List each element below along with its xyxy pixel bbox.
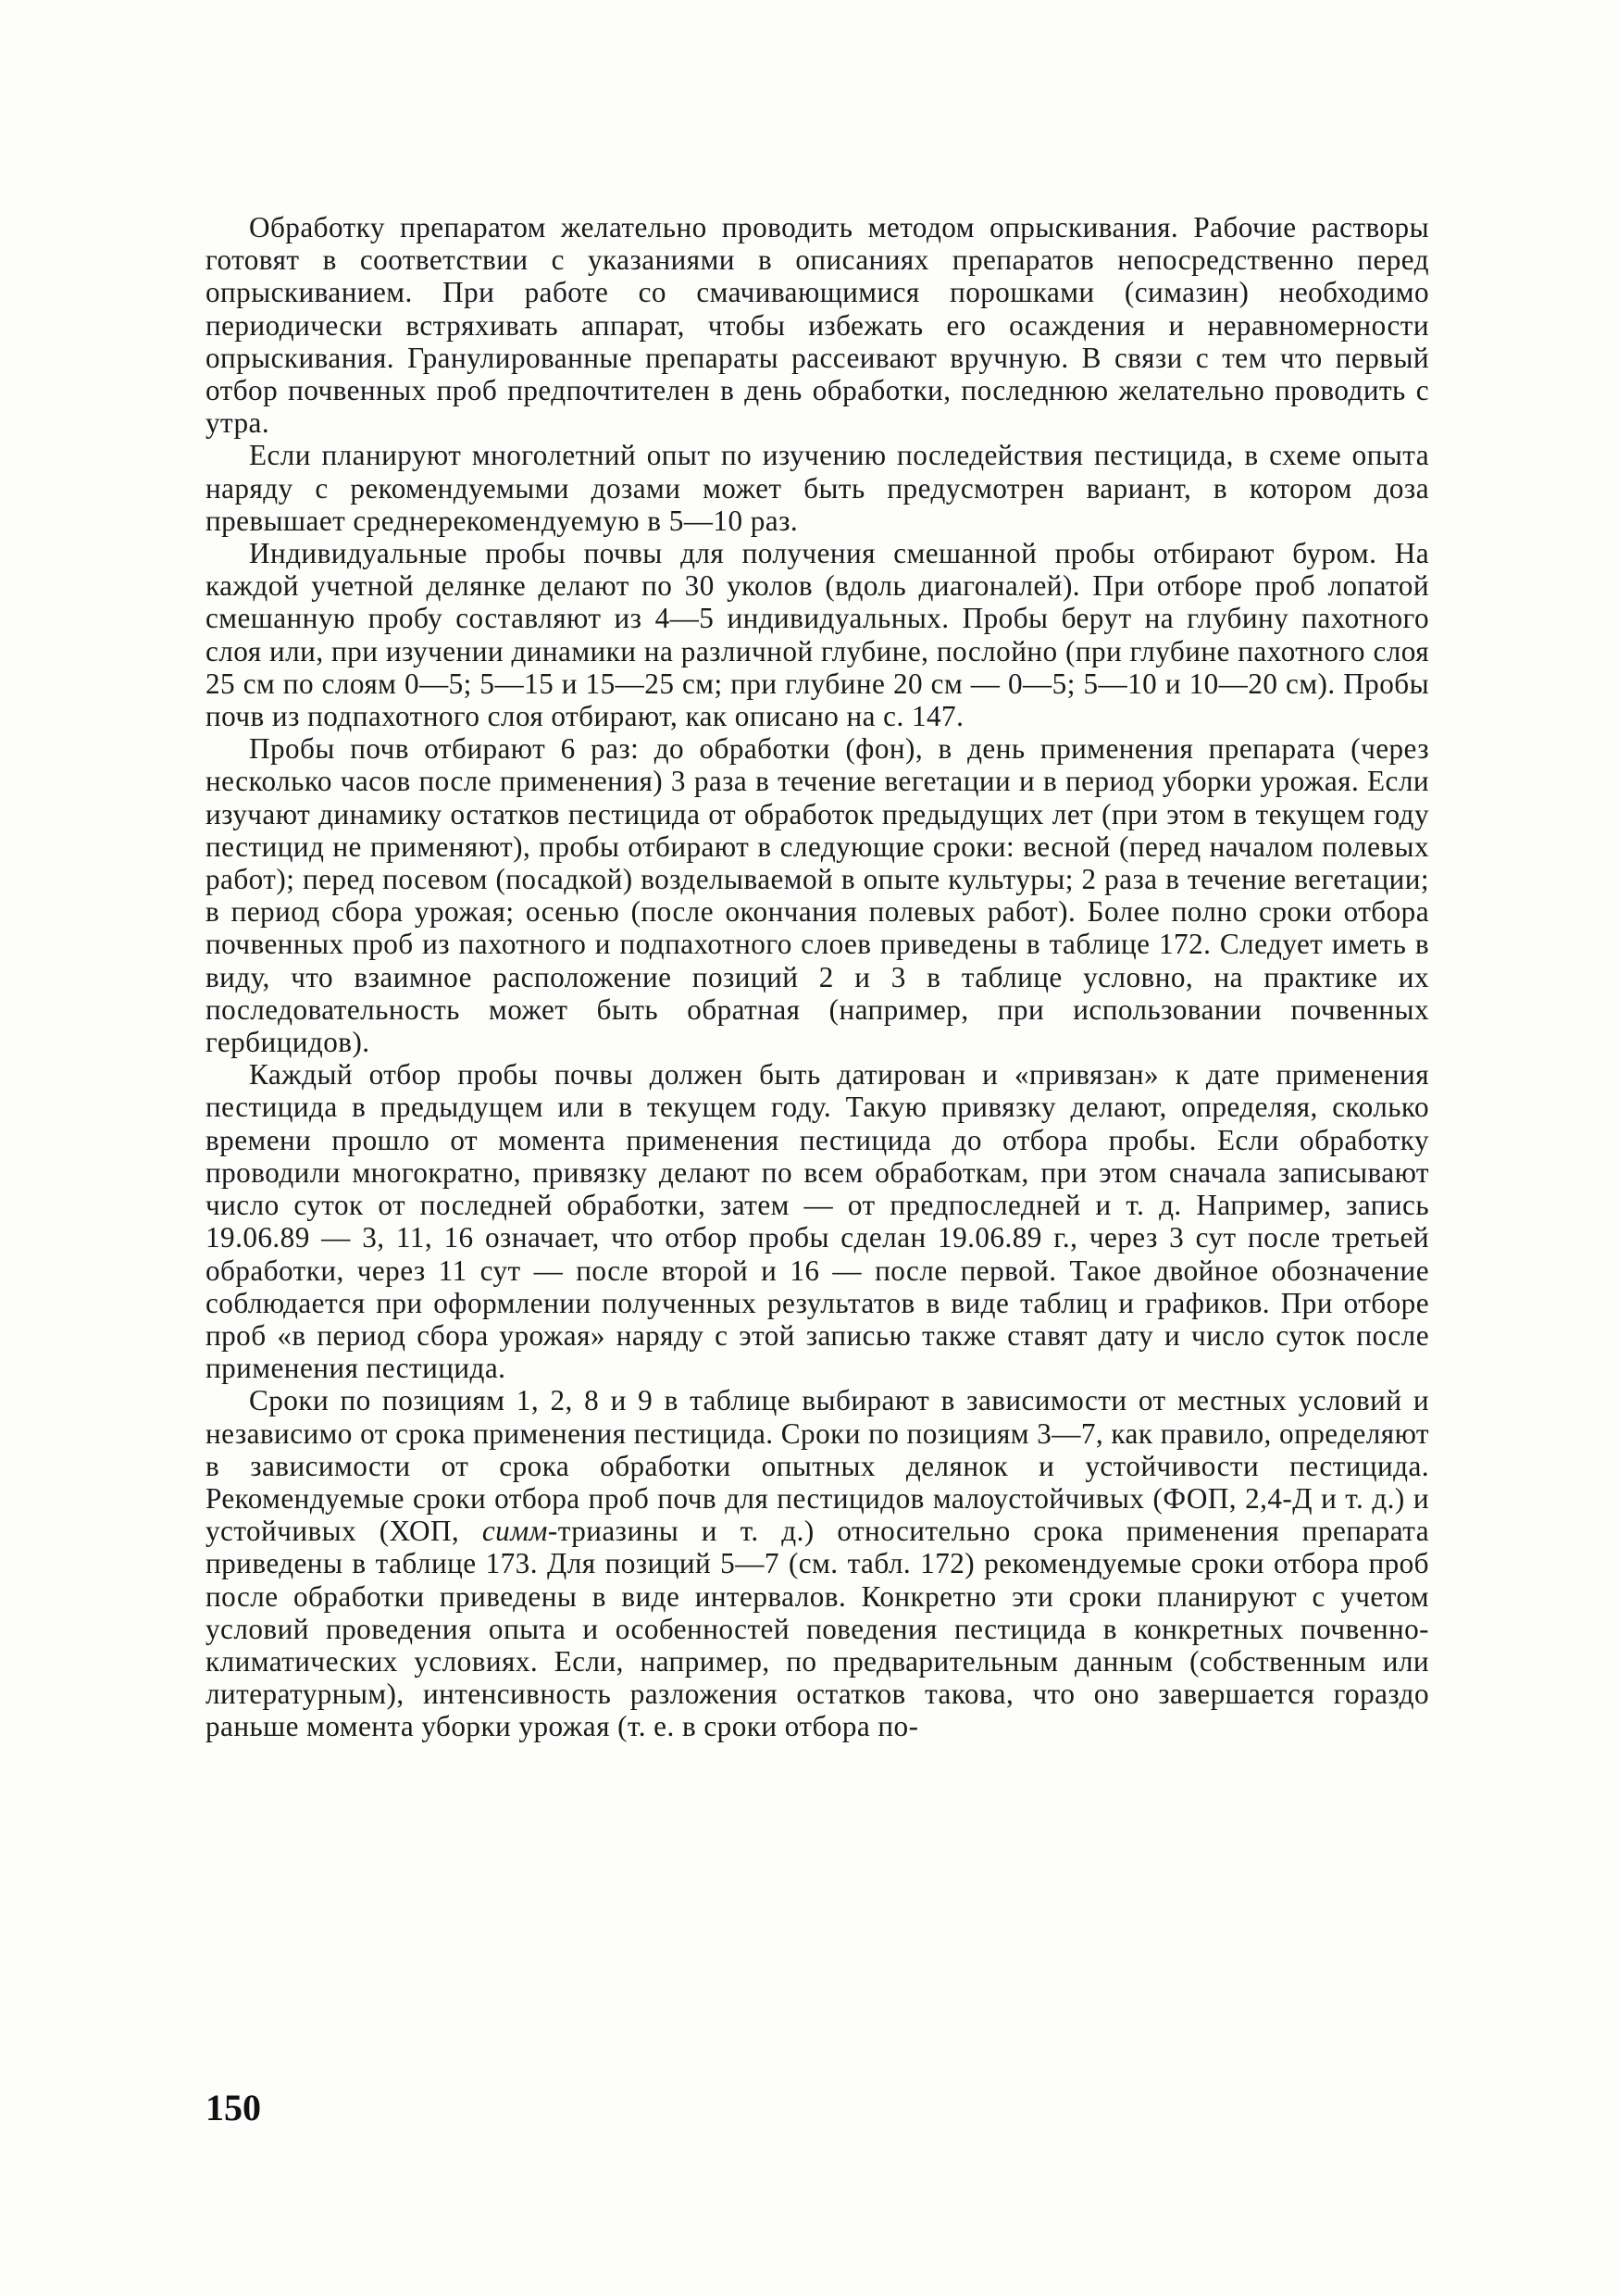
- paragraph-6-italic-term: симм: [481, 1515, 548, 1548]
- paragraph-1: Обработку препаратом желательно проводить методом опрыскивания. Рабочие растворы готовят в соответствии с указаниями в описаниях препаратов непосредственно перед опрыскиванием. При работе со смачивающимися порошками (симазин) необходимо периодически встряхивать аппарат, чтобы избежать его осаждения и неравномерности опрыскивания. Гранулированные препараты рассеивают вручную. В связи с тем что первый отбор почвенных проб предпочтителен в день обработки, последнюю желательно проводить с утра.: [205, 211, 1429, 440]
- page-number: 150: [205, 2087, 261, 2128]
- paragraph-6-part-2: -триазины и т. д.) относительно срока применения препарата приведены в таблице 173. Для позиций 5—7 (см. табл. 172) рекомендуемые сроки отбора проб после обработки приведены в виде интервалов. Конкретно эти сроки планируют с учетом условий проведения опыта и особенностей поведения пестицида в конкретных почвенно-климатических условиях. Если, например, по предварительным данным (собственным или литературным), интенсивность разложения остатков такова, что оно завершается гораздо раньше момента уборки урожая (т. е. в сроки отбора по-: [205, 1515, 1429, 1743]
- paragraph-3: Индивидуальные пробы почвы для получения смешанной пробы отбирают буром. На каждой учетной делянке делают по 30 уколов (вдоль диагоналей). При отборе проб лопатой смешанную пробу составляют из 4—5 индивидуальных. Пробы берут на глубину пахотного слоя или, при изучении динамики на различной глубине, послойно (при глубине пахотного слоя 25 см по слоям 0—5; 5—15 и 15—25 см; при глубине 20 см — 0—5; 5—10 и 10—20 см). Пробы почв из подпахотного слоя отбирают, как описано на с. 147.: [205, 537, 1429, 733]
- paragraph-5: Каждый отбор пробы почвы должен быть датирован и «привязан» к дате применения пестицида в предыдущем или в текущем году. Такую привязку делают, определяя, сколько времени прошло от момента применения пестицида до отбора пробы. Если обработку проводили многократно, привязку делают по всем обработкам, при этом сначала записывают число суток от последней обработки, затем — от предпоследней и т. д. Например, запись 19.06.89 — 3, 11, 16 означает, что отбор пробы сделан 19.06.89 г., через 3 сут после третьей обработки, через 11 сут — после второй и 16 — после первой. Такое двойное обозначение соблюдается при оформлении полученных результатов в виде таблиц и графиков. При отборе проб «в период сбора урожая» наряду с этой записью также ставят дату и число суток после применения пестицида.: [205, 1058, 1429, 1385]
- body-text: [205, 211, 1429, 1743]
- paragraph-2: Если планируют многолетний опыт по изучению последействия пестицида, в схеме опыта наряду с рекомендуемыми дозами может быть предусмотрен вариант, в котором доза превышает среднерекомендуемую в 5—10 раз.: [205, 439, 1429, 537]
- paragraph-6: [205, 1384, 1429, 1742]
- paragraph-4: Пробы почв отбирают 6 раз: до обработки (фон), в день применения препарата (через несколько часов после применения) 3 раза в течение вегетации и в период уборки урожая. Если изучают динамику остатков пестицида от обработок предыдущих лет (при этом в текущем году пестицид не применяют), пробы отбирают в следующие сроки: весной (перед началом полевых работ); перед посевом (посадкой) возделываемой в опыте культуры; 2 раза в течение вегетации; в период сбора урожая; осенью (после окончания полевых работ). Более полно сроки отбора почвенных проб из пахотного и подпахотного слоев приведены в таблице 172. Следует иметь в виду, что взаимное расположение позиций 2 и 3 в таблице условно, на практике их последовательность может быть обратная (например, при использовании почвенных гербицидов).: [205, 732, 1429, 1059]
- paragraph-6-part-1: Сроки по позициям 1, 2, 8 и 9 в таблице выбирают в зависимости от местных условий и независимо от срока применения пестицида. Сроки по позициям 3—7, как правило, определяют в зависимости от срока обработки опытных делянок и устойчивости пестицида. Рекомендуемые сроки отбора проб почв для пестицидов малоустойчивых (ФОП, 2,4-Д и т. д.) и устойчивых (ХОП,: [205, 1384, 1429, 1548]
